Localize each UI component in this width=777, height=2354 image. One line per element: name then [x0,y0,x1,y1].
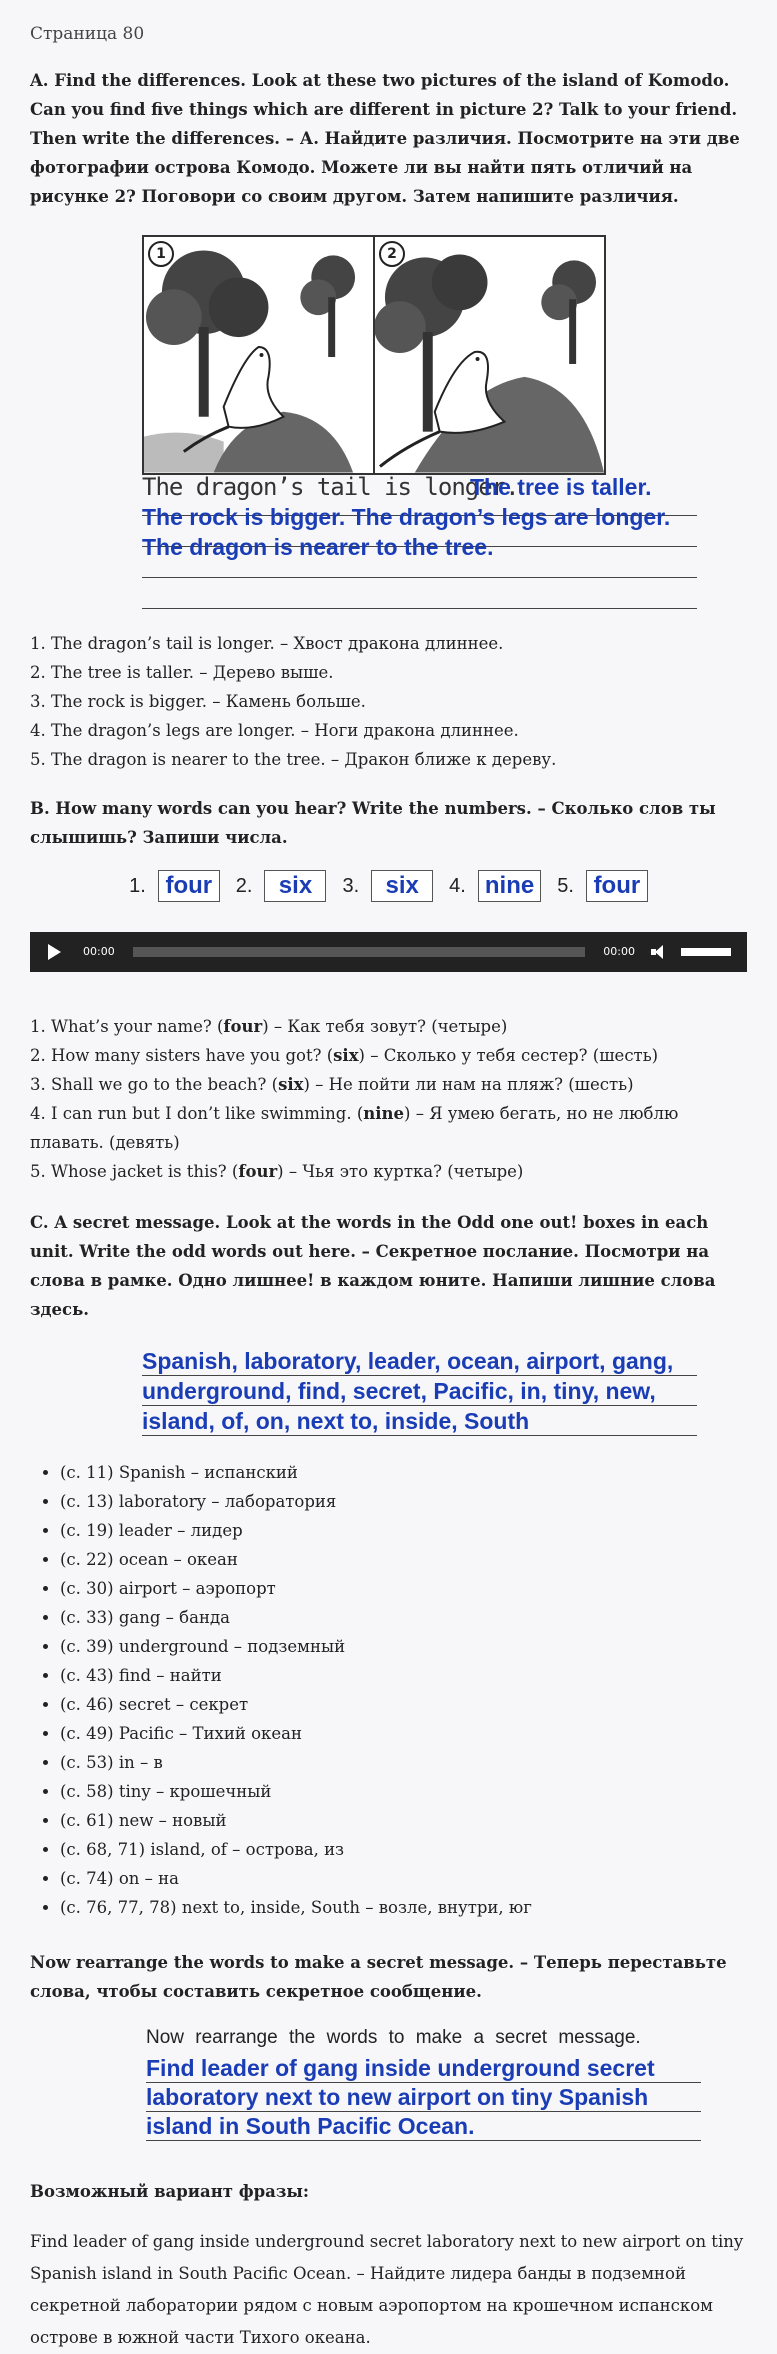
sentence-answer: six [333,1046,359,1065]
number-label: 1. [129,875,146,897]
list-item: • (c. 30) airport – аэропорт [60,1574,747,1603]
number-item [236,870,327,902]
answer-line [142,578,697,609]
volume-icon[interactable] [651,944,669,960]
sentence-answer: six [278,1075,304,1094]
picture-1-number: 1 [148,241,174,267]
sentence-text: 2. How many sisters have you got? ( [30,1046,334,1065]
picture-2 [373,237,604,473]
audio-player [30,932,747,972]
page-title: Страница 80 [30,24,145,44]
sentence-answer: nine [363,1104,405,1123]
komodo-pictures-figure [112,235,672,605]
picture-2-number: 2 [379,241,405,267]
list-item: • (c. 53) in – в [60,1748,747,1777]
number-label: 5. [557,875,574,897]
rearrange-prompt: Now rearrange the words to make a secret message. [146,2027,641,2048]
sentence-translation: ) – Чья это куртка? (четыре) [277,1162,524,1181]
section-b-sentences [30,1012,747,1186]
list-item: • (c. 61) new – новый [60,1806,747,1835]
list-item: • (c. 76, 77, 78) next to, inside, South – возле, внутри, юг [60,1893,747,1922]
current-time: 00:00 [83,945,115,958]
section-b-task: B. How many words can you hear? Write the numbers. – Сколько слов ты слышишь? Запиши числа. [30,799,716,847]
final-text: Find leader of gang inside underground secret laboratory next to new airport on tiny Spanish island in South Pacific Ocean. – Найдите лидера банды в подземной секретной лаборатории рядом с новым аэропортом на крошечном испанском острове в южной части Тихого океана. [30,2232,744,2347]
sentence-translation: ) – Сколько у тебя сестер? (шесть) [358,1046,659,1065]
answer-text-2: The rock is bigger. The dragon’s legs are longer. [142,504,671,530]
number-item [557,870,648,902]
list-item: • (c. 19) leader – лидер [60,1516,747,1545]
sentence-text: 1. What’s your name? ( [30,1017,224,1036]
list-item: 4. The dragon’s legs are longer. – Ноги дракона длиннее. [30,721,519,740]
list-item [30,1157,747,1186]
section-a-answers [30,629,747,774]
list-item: • (c. 11) Spanish – испанский [60,1458,747,1487]
list-item: • (c. 22) ocean – океан [60,1545,747,1574]
sentence-answer: four [238,1162,278,1181]
vocab-list [30,1458,747,1922]
sentence-answer: four [223,1017,263,1036]
sentence-translation: ) – Я умею бегать, но не люблю плавать. (девять) [30,1104,679,1152]
list-item: 2. The tree is taller. – Дерево выше. [30,663,334,682]
picture-pair [142,235,606,475]
list-item: • (c. 68, 71) island, of – острова, из [60,1835,747,1864]
answer-text-1: The tree is taller. [470,474,652,500]
list-item [30,1070,747,1099]
list-item: 3. The rock is bigger. – Камень больше. [30,692,366,711]
list-item [30,1099,747,1157]
list-item: • (c. 33) gang – банда [60,1603,747,1632]
section-a-task: A. Find the differences. Look at these two pictures of the island of Komodo. Can you find five things which are different in picture 2? Talk to your friend. Then write the differences. – А. Найдите различия. Посмотрите на эти две фотографии острова Комодо. Можете ли вы найти пять отличий на рисунке 2? Поговори со своим другом. Затем напишите различия. [30,71,740,206]
number-item [342,870,433,902]
number-label: 3. [342,875,360,897]
number-answer-box: four [158,870,220,902]
sentence-translation: ) – Не пойти ли нам на пляж? (шесть) [303,1075,634,1094]
number-answer-box: four [586,870,648,902]
sentence-text: 5. Whose jacket is this? ( [30,1162,239,1181]
list-item: • (c. 13) laboratory – лаборатория [60,1487,747,1516]
section-c-task: C. A secret message. Look at the words in the Odd one out! boxes in each unit. Write the odd words out here. – Секретное послание. Посмотри на слова в рамке. Одно лишнее! в каждом юните. Напиши лишние слова здесь. [30,1213,716,1319]
odd-words-answer [112,1346,692,1440]
duration-time: 00:00 [603,945,635,958]
answer-text-3: The dragon is nearer to the tree. [142,534,494,560]
numbers-answer-row [30,870,747,902]
list-item: • (c. 58) tiny – крошечный [60,1777,747,1806]
rearrange-answer-text: Find leader of gang inside underground secret laboratory next to new airport on tiny Spanish island in South Pacific Ocean. [146,2055,655,2139]
seek-bar[interactable] [133,947,586,957]
sentence-translation: ) – Как тебя зовут? (четыре) [262,1017,508,1036]
list-item [30,1012,747,1041]
list-item: 5. The dragon is nearer to the tree. – Дракон ближе к дереву. [30,750,557,769]
number-answer-box: six [371,870,433,902]
odd-words-text: Spanish, laboratory, leader, ocean, airport, gang, underground, find, secret, Pacific, in, tiny, new, island, of, on, next to, inside, South [142,1348,674,1434]
rearrange-task: Now rearrange the words to make a secret message. – Теперь переставьте слова, чтобы составить секретное сообщение. [30,1953,727,2001]
komodo-scene-2 [375,237,604,473]
number-item [129,870,220,902]
number-answer-box: nine [478,870,541,902]
number-label: 2. [235,875,253,897]
handwritten-example: The dragon’s tail is longer. [142,473,519,501]
picture-1 [144,237,373,473]
rearrange-answer [112,2024,692,2154]
play-icon[interactable] [48,944,61,960]
list-item: • (c. 74) on – на [60,1864,747,1893]
list-item: • (c. 49) Pacific – Тихий океан [60,1719,747,1748]
list-item [30,1041,747,1070]
list-item: • (c. 46) secret – секрет [60,1690,747,1719]
sentence-text: 4. I can run but I don’t like swimming. ( [30,1104,364,1123]
number-answer-box: six [264,870,326,902]
number-item [449,870,541,902]
komodo-scene-1 [144,237,373,473]
list-item: • (c. 39) underground – подземный [60,1632,747,1661]
sentence-text: 3. Shall we go to the beach? ( [30,1075,279,1094]
variant-heading: Возможный вариант фразы: [30,2182,310,2201]
volume-slider[interactable] [681,948,731,956]
list-item: • (c. 43) find – найти [60,1661,747,1690]
list-item: 1. The dragon’s tail is longer. – Хвост дракона длиннее. [30,634,504,653]
number-label: 4. [449,875,466,897]
